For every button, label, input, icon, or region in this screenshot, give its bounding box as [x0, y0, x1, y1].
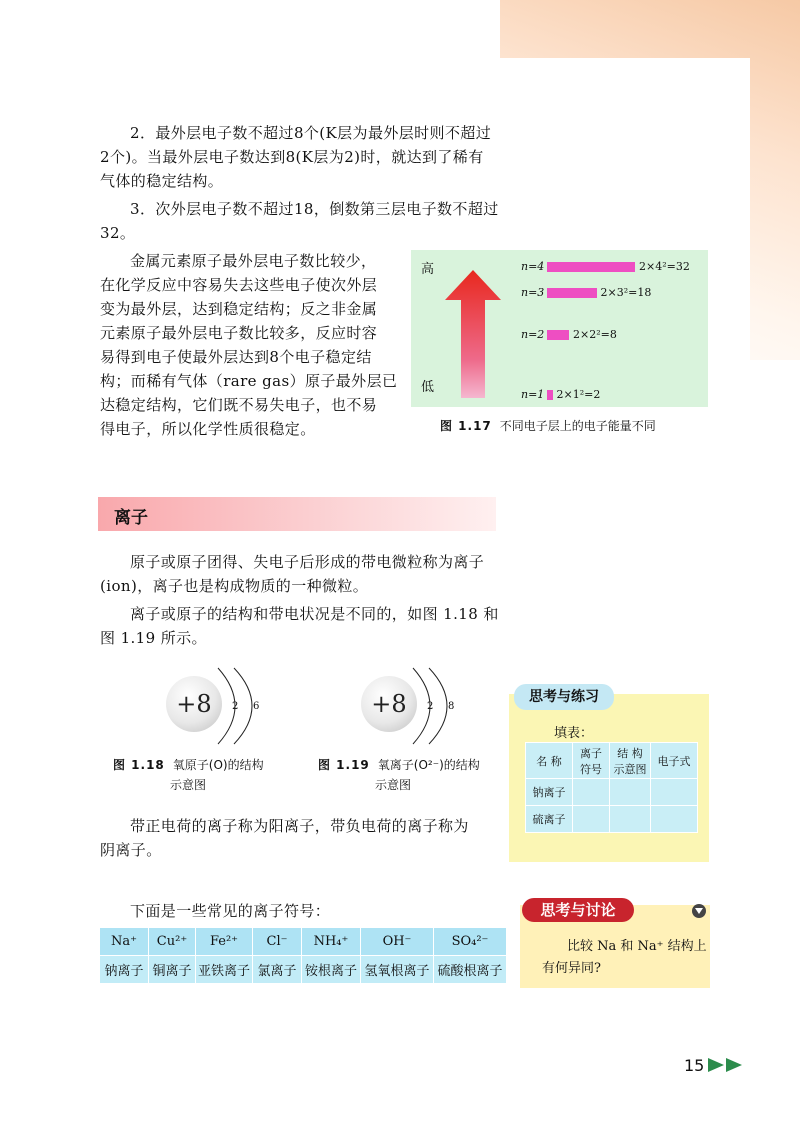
rule-3-line-2: 32。 — [100, 224, 136, 242]
metal-line: 达稳定结构，它们既不易失电子，也不易 — [100, 396, 378, 414]
metal-line: 在化学反应中容易失去这些电子使次外层 — [100, 276, 378, 294]
practice-row — [526, 779, 698, 806]
shell-2-count: 8 — [448, 701, 455, 712]
blank-cell[interactable] — [573, 806, 610, 833]
blank-cell[interactable] — [573, 779, 610, 806]
ion-intro-line-2: (ion)，离子也是构成物质的一种微粒。 — [100, 577, 369, 595]
caption-line-1: 氧离子(O²⁻)的结构 — [377, 758, 480, 772]
energy-arrow — [443, 270, 503, 400]
caption-number: 图 1.19 — [318, 758, 370, 772]
blank-cell[interactable] — [610, 779, 651, 806]
ion-symbol: Cl⁻ — [253, 928, 302, 956]
ion-symbol: OH⁻ — [361, 928, 434, 956]
energy-level-figure — [411, 250, 708, 407]
practice-header-row — [526, 743, 698, 779]
practice-header: 电子式 — [651, 743, 698, 779]
common-ions-intro: 下面是一些常见的离子符号： — [130, 902, 331, 920]
cation-line-2: 阴离子。 — [100, 841, 162, 859]
shell-2-count: 6 — [253, 701, 260, 712]
caption-number: 图 1.17 — [440, 419, 492, 433]
metal-line: 变为最外层，达到稳定结构；反之非金属 — [100, 300, 378, 318]
capacity-bar — [547, 390, 553, 400]
blank-cell[interactable] — [651, 779, 698, 806]
figure-118-caption — [113, 755, 264, 795]
electron-shells — [405, 664, 465, 748]
caption-line-1: 氧原子(O)的结构 — [172, 758, 264, 772]
ion-intro-line-3: 离子或原子的结构和带电状况是不同的，如图 1.18 和 — [130, 605, 499, 623]
low-label: 低 — [421, 380, 435, 395]
caption-text: 不同电子层上的电子能量不同 — [499, 419, 656, 433]
shell-1-count: 2 — [232, 701, 239, 712]
practice-row-label: 钠离子 — [526, 779, 573, 806]
metal-line: 构；而稀有气体（rare gas）原子最外层已 — [100, 372, 398, 390]
rule-2-line-2: 2个)。当最外层电子数达到8(K层为2)时，就达到了稀有 — [100, 148, 484, 166]
capacity-bar — [547, 288, 597, 298]
ion-intro-line-4: 图 1.19 所示。 — [100, 629, 207, 647]
ion-symbol: Na⁺ — [100, 928, 149, 956]
ion-name: 氯离子 — [253, 956, 302, 984]
practice-row — [526, 806, 698, 833]
capacity-formula: 2×2²=8 — [573, 328, 617, 341]
capacity-formula: 2×3²=18 — [600, 286, 652, 299]
metal-line: 元素原子最外层电子数比较多，反应时容 — [100, 324, 378, 342]
metal-line: 易得到电子使最外层达到8个电子稳定结 — [100, 348, 372, 366]
nucleus: +8 — [361, 676, 417, 732]
capacity-formula: 2×1²=2 — [556, 388, 601, 401]
fill-label: 填表： — [554, 726, 594, 741]
practice-header: 结 构示意图 — [610, 743, 651, 779]
ion-intro-line-1: 原子或原子团得、失电子后形成的带电微粒称为离子 — [130, 553, 485, 571]
section-heading — [98, 497, 496, 531]
practice-header: 离子符号 — [573, 743, 610, 779]
symbol-row — [100, 928, 507, 956]
cation-line-1: 带正电荷的离子称为阳离子，带负电荷的离子称为 — [130, 817, 469, 835]
ion-name: 亚铁离子 — [196, 956, 253, 984]
practice-header: 名 称 — [526, 743, 573, 779]
ion-symbol: SO₄²⁻ — [434, 928, 507, 956]
high-label: 高 — [421, 262, 435, 277]
next-arrows-icon — [708, 1058, 748, 1072]
capacity-bar — [547, 330, 569, 340]
shell-n-label: n=2 — [521, 328, 545, 341]
rule-3-line-1: 3．次外层电子数不超过18，倒数第三层电子数不超过 — [130, 200, 499, 218]
shell-n-label: n=3 — [521, 286, 545, 299]
caption-line-2: 示意图 — [170, 778, 207, 792]
ion-name: 氢氧根离子 — [361, 956, 434, 984]
discussion-line-1: 比较 Na 和 Na⁺ 结构上 — [567, 939, 707, 954]
ion-name: 硫酸根离子 — [434, 956, 507, 984]
metal-line: 金属元素原子最外层电子数比较少， — [130, 252, 377, 270]
ion-name: 铜离子 — [149, 956, 196, 984]
capacity-bar — [547, 262, 635, 272]
rule-2-line-1: 2．最外层电子数不超过8个(K层为最外层时则不超过 — [130, 124, 492, 142]
discussion-box-title: 思考与讨论 — [522, 898, 634, 922]
figure-119-caption — [318, 755, 480, 795]
practice-table — [525, 742, 698, 833]
practice-row-label: 硫离子 — [526, 806, 573, 833]
rule-2-line-3: 气体的稳定结构。 — [100, 172, 224, 190]
ion-symbol: NH₄⁺ — [302, 928, 361, 956]
ion-symbol: Cu²⁺ — [149, 928, 196, 956]
name-row — [100, 956, 507, 984]
practice-box-title: 思考与练习 — [514, 684, 614, 710]
discussion-line-2: 有何异同? — [542, 961, 601, 976]
blank-cell[interactable] — [651, 806, 698, 833]
capacity-formula: 2×4²=32 — [639, 260, 690, 273]
ion-symbol-table — [99, 927, 507, 984]
shell-n-label: n=1 — [521, 388, 545, 401]
ion-name: 钠离子 — [100, 956, 149, 984]
page-number: 15 — [684, 1056, 705, 1075]
shell-n-label: n=4 — [521, 260, 545, 273]
ion-name: 铵根离子 — [302, 956, 361, 984]
ion-symbol: Fe²⁺ — [196, 928, 253, 956]
metal-line: 得电子，所以化学性质很稳定。 — [100, 420, 316, 438]
nucleus: +8 — [166, 676, 222, 732]
figure-117-caption — [440, 417, 656, 434]
blank-cell[interactable] — [610, 806, 651, 833]
caption-number: 图 1.18 — [113, 758, 165, 772]
electron-shells — [210, 664, 270, 748]
section-title: 离子 — [114, 508, 148, 528]
dropdown-triangle-icon — [692, 904, 706, 918]
caption-line-2: 示意图 — [375, 778, 412, 792]
shell-1-count: 2 — [427, 701, 434, 712]
